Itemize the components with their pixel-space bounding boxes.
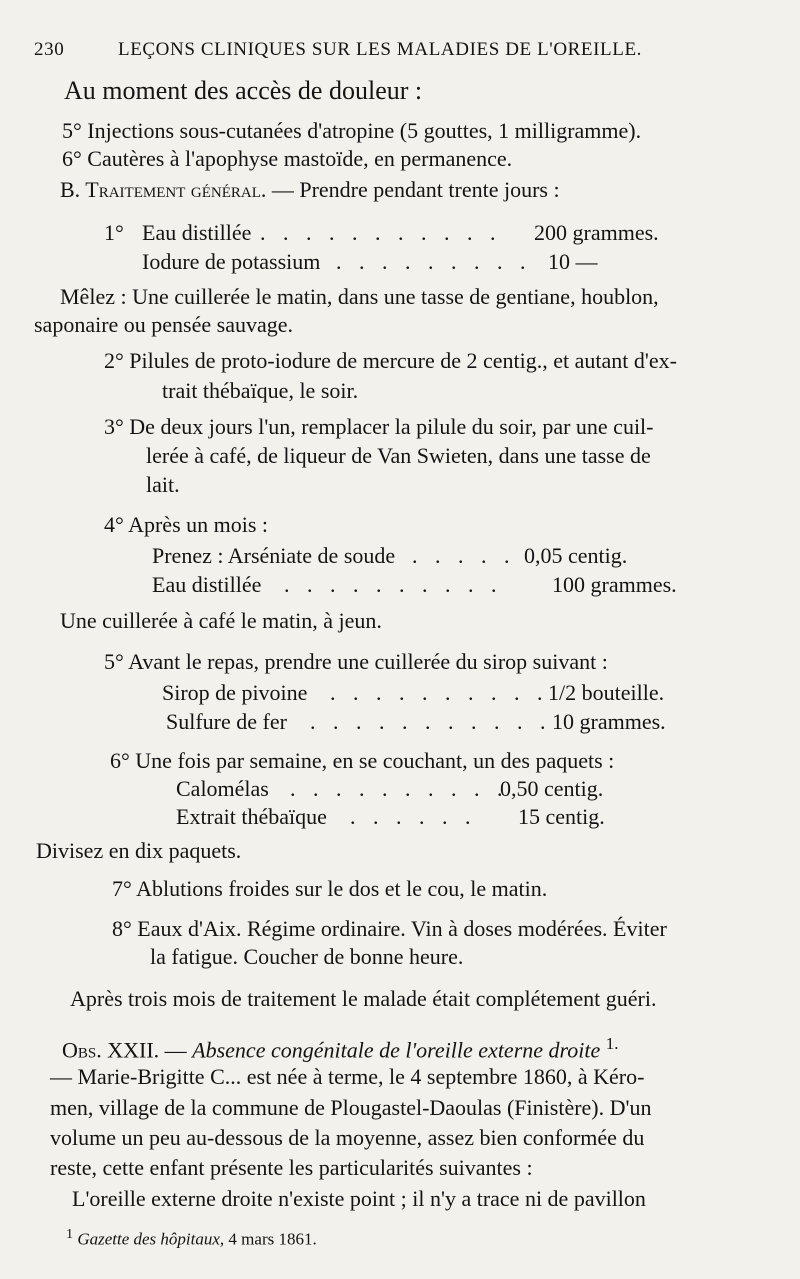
item-5-atropine: 5° Injections sous-cutanées d'atropine (5 gouttes, 1 milligramme). [62, 118, 642, 143]
item-4-line: 4° Après un mois : [104, 512, 269, 537]
item-7-line: 7° Ablutions froides sur le dos et le cou, le matin. [112, 876, 548, 901]
footnote-source: Gazette des hôpitaux, [77, 1229, 225, 1249]
item-5-line: 5° Avant le repas, prendre une cuillerée du sirop suivant : [104, 649, 608, 674]
section-b-text: — Prendre pendant trente jours : [271, 177, 560, 202]
item-2-line-2: trait thébaïque, le soir. [162, 378, 359, 403]
item-5-recipe-2-name: Sulfure de fer [166, 709, 287, 734]
item-2-line-1: 2° Pilules de proto-iodure de mercure de 2 centig., et autant d'ex- [104, 348, 677, 373]
recipe-2-dots: . . . . . . . . . [336, 249, 532, 274]
item-3-line-1: 3° De deux jours l'un, remplacer la pilule du soir, par une cuil- [104, 414, 654, 439]
melez-line-1: Mêlez : Une cuillerée le matin, dans une tasse de gentiane, houblon, [60, 284, 659, 309]
item-5-recipe-2-qty: 10 grammes. [552, 709, 666, 734]
item-6-recipe-1-dots: . . . . . . . . . . [290, 776, 509, 801]
item-8-line-1: 8° Eaux d'Aix. Régime ordinaire. Vin à doses modérées. Éviter [112, 916, 667, 941]
item-4-recipe-1-name: Prenez : Arséniate de soude [152, 543, 396, 568]
item-8-line-2: la fatigue. Coucher de bonne heure. [150, 944, 464, 969]
item-6-recipe-2-dots: . . . . . . [350, 804, 477, 829]
footnote [66, 1227, 317, 1248]
item-6-recipe-2-qty: 15 centig. [518, 804, 605, 829]
section-b-label: B. Traitement général. [60, 177, 267, 202]
item-4-recipe-2-name: Eau distillée [152, 572, 262, 597]
item-5-recipe-1-qty: 1/2 bouteille. [548, 680, 665, 705]
running-title: LEÇONS CLINIQUES SUR LES MALADIES DE L'OREILLE. [118, 39, 643, 60]
footnote-date: 4 mars 1861. [228, 1229, 317, 1249]
conclusion-line: Après trois mois de traitement le malade était complétement guéri. [70, 986, 657, 1011]
footnote-marker: 1 [66, 1226, 74, 1242]
section-heading: Au moment des accès de douleur : [64, 76, 423, 105]
recipe-2-qty: 10 — [548, 249, 598, 274]
recipe-1-number: 1° [104, 220, 124, 245]
item-4-recipe-1-dots: . . . . . [412, 543, 516, 568]
observation-line-2: — Marie-Brigitte C... est née à terme, le 4 septembre 1860, à Kéro- [50, 1064, 645, 1089]
recipe-1-qty: 200 grammes. [534, 220, 659, 245]
item-4-recipe-2-dots: . . . . . . . . . . [284, 572, 503, 597]
observation-line-5: reste, cette enfant présente les particularités suivantes : [50, 1155, 533, 1180]
item-4-recipe-2-qty: 100 grammes. [552, 572, 677, 597]
recipe-2-name: Iodure de potassium [142, 249, 321, 274]
item-6-recipe-2-name: Extrait thébaïque [176, 804, 327, 829]
observation-line-4: volume un peu au-dessous de la moyenne, assez bien conformée du [50, 1125, 645, 1150]
item-4-instruction: Une cuillerée à café le matin, à jeun. [60, 608, 382, 633]
observation-line-3: men, village de la commune de Plougastel-Daoulas (Finistère). D'un [50, 1095, 652, 1120]
divisez-line: Divisez en dix paquets. [36, 838, 242, 863]
item-4-recipe-1-qty: 0,05 centig. [524, 543, 628, 568]
item-6-line: 6° Une fois par semaine, en se couchant, un des paquets : [110, 748, 615, 773]
recipe-1-dots: . . . . . . . . . . . [260, 220, 502, 245]
section-b [60, 179, 560, 201]
recipe-1-name: Eau distillée [142, 220, 252, 245]
item-3-line-3: lait. [146, 472, 180, 497]
item-5-recipe-2-dots: . . . . . . . . . . . [310, 709, 552, 734]
item-5-recipe-1-name: Sirop de pivoine [162, 680, 308, 705]
observation-title: Absence congénitale de l'oreille externe droite [192, 1037, 601, 1063]
observation-dash: — [164, 1037, 187, 1063]
item-3-line-2: lerée à café, de liqueur de Van Swieten, dans une tasse de [146, 443, 651, 468]
observation-line-6: L'oreille externe droite n'existe point ; il n'y a trace ni de pavillon [72, 1186, 646, 1211]
observation-heading [62, 1035, 619, 1061]
item-6-recipe-1-qty: 0,50 centig. [500, 776, 604, 801]
page-number: 230 [34, 39, 65, 60]
melez-line-2: saponaire ou pensée sauvage. [34, 312, 294, 337]
item-6-cauteres: 6° Cautères à l'apophyse mastoïde, en permanence. [62, 146, 513, 171]
observation-label: Obs. XXII. [62, 1037, 160, 1063]
footnote-ref: 1. [605, 1034, 619, 1053]
item-5-recipe-1-dots: . . . . . . . . . . [330, 680, 549, 705]
item-6-recipe-1-name: Calomélas [176, 776, 269, 801]
